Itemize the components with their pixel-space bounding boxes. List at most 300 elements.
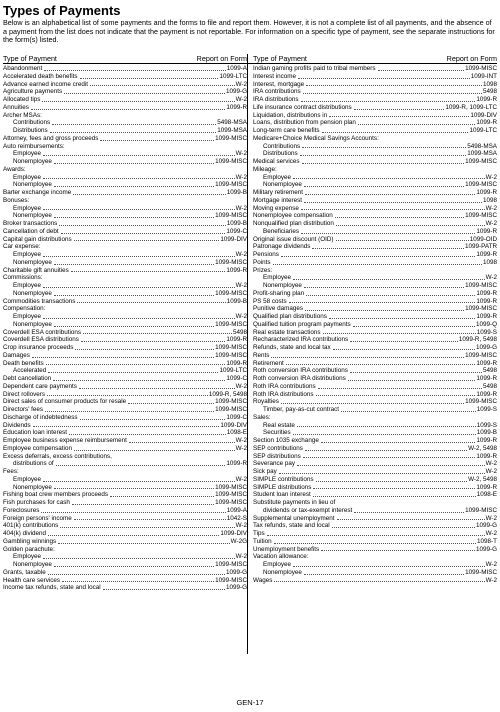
payment-type: Severance pay [253, 460, 296, 468]
payment-type: Employee [13, 553, 42, 561]
report-form: 1099-S [476, 421, 497, 429]
payment-row [3, 398, 247, 406]
payment-row [3, 515, 247, 523]
dot-leader [304, 287, 464, 288]
report-form: W-2 [485, 274, 497, 282]
payment-row [3, 375, 247, 383]
intro-paragraph: Below is an alphabetical list of some payments and the forms to file and report them. However, it is not a complete list of all payments, and the absence of a payment from the list does not indicate that the payment is not reportable. For information on a specific type of payment, see the separate instructions for the form(s) listed. [3, 18, 495, 45]
payment-row [253, 174, 497, 182]
payment-type: Prizes: [253, 266, 273, 274]
payment-type: Cancellation of debt [3, 227, 59, 235]
report-form: 5498 [482, 88, 497, 96]
payment-type: Awards: [3, 165, 26, 173]
dot-leader [301, 101, 476, 102]
payment-type: Broker transactions [3, 220, 58, 227]
report-form: 1099-LTC [219, 367, 247, 375]
dot-leader [281, 256, 475, 257]
payment-row [253, 267, 497, 275]
payment-row [3, 336, 247, 344]
payment-row [3, 460, 247, 468]
report-form: 1042-S [226, 514, 247, 522]
payment-type: Damages [3, 351, 30, 359]
report-form: W-2 [235, 522, 247, 530]
report-form: 1099-DIV [470, 111, 497, 119]
payment-row [3, 166, 247, 174]
report-form: 1099-MISC [465, 65, 497, 72]
payment-type: Indian gaming profits paid to tribal members [253, 65, 376, 72]
report-form: 1099-R [226, 336, 247, 344]
report-form: W-2 [235, 282, 247, 289]
payment-row [3, 429, 247, 437]
report-form: 1099-INT [470, 72, 497, 80]
dot-leader [80, 419, 226, 420]
payment-type: Roth conversion IRA distributions [253, 375, 346, 382]
dot-leader [329, 318, 475, 319]
payment-type: Attorney, fees and gross proceeds [3, 134, 99, 142]
payment-type: Recharacterized IRA contributions [253, 336, 349, 344]
dot-leader [301, 233, 475, 234]
payment-type: Fish purchases for cash [3, 499, 70, 506]
report-form: W-2 [235, 382, 247, 390]
payment-row [3, 290, 247, 298]
payment-row [3, 484, 247, 492]
dot-leader [48, 535, 219, 536]
right-header [253, 54, 497, 63]
dot-leader [53, 380, 225, 381]
payment-type: Golden parachute: [3, 545, 55, 553]
report-form: 1099-S [476, 406, 497, 413]
dot-leader [321, 442, 476, 443]
report-form: 1099-B [476, 429, 497, 437]
report-form: 5498 [482, 382, 497, 390]
report-form: 1099-MISC [465, 305, 497, 313]
dot-leader [348, 380, 476, 381]
dot-leader [54, 488, 214, 489]
payment-type: Directors' fees [3, 406, 44, 413]
payment-row [3, 445, 247, 453]
report-form: 1098-E [476, 491, 497, 499]
payment-type: Employee [13, 204, 42, 212]
payment-type: Patronage dividends [253, 243, 311, 251]
payment-type: Pensions [253, 251, 279, 258]
report-form: W-2 [485, 220, 497, 227]
payment-type: Interest, mortgage [253, 80, 305, 88]
payment-row [253, 414, 497, 422]
payment-type: Nonemployee [13, 320, 52, 328]
report-on-form-header: Report on Form [446, 54, 497, 63]
payment-row [253, 484, 497, 492]
payment-row [253, 96, 497, 104]
payment-type: Nonemployee [13, 289, 52, 297]
report-form: 1099-R [476, 96, 497, 103]
payment-type: Profit-sharing plan [253, 289, 305, 297]
report-form: 1099-G [475, 522, 497, 530]
dot-leader [71, 271, 226, 272]
payment-type: Tips [253, 530, 265, 537]
payment-type: Vacation allowance: [253, 553, 309, 561]
dot-leader [336, 225, 485, 226]
payment-type: Timber, pay-as-cut contract [263, 406, 340, 413]
payment-type: Mileage: [253, 165, 277, 173]
dot-leader [110, 496, 214, 497]
payment-row [253, 150, 497, 158]
report-form: 1099-A [226, 65, 247, 72]
payment-row [253, 220, 497, 228]
payment-type: Fishing boat crew members proceeds [3, 491, 108, 499]
payment-row [253, 344, 497, 352]
payment-type: Original issue discount (OID) [253, 235, 334, 243]
payment-type: Sales: [253, 413, 271, 421]
report-form: W-2 [235, 444, 247, 452]
payment-type: Life insurance contract distributions [253, 103, 352, 111]
report-form: 1098 [482, 80, 497, 88]
payment-row [253, 515, 497, 523]
report-form: W-2G [230, 537, 247, 545]
dot-leader [69, 434, 226, 435]
report-form: 1099-G [475, 344, 497, 351]
dot-leader [52, 124, 216, 125]
dot-leader [378, 70, 465, 71]
payment-type: Fees: [3, 468, 19, 475]
payment-row [3, 228, 247, 236]
payment-row [3, 104, 247, 112]
dot-leader [43, 155, 235, 156]
payment-type: Wages [253, 576, 273, 584]
payment-type: Tax refunds, state and local [253, 522, 330, 530]
report-form: W-2 [485, 460, 497, 468]
payment-type: Nonemployee [13, 158, 52, 165]
payment-type: Excess deferrals, excess contributions, [3, 452, 112, 460]
payment-row [3, 112, 247, 120]
payment-row [3, 329, 247, 337]
report-form: 1099-Q [475, 320, 497, 328]
payment-row [3, 577, 247, 585]
report-form: 1099-MISC [465, 506, 497, 514]
dot-leader [354, 512, 464, 513]
report-form: 1099-R [476, 297, 497, 305]
dot-leader [43, 209, 235, 210]
dot-leader [43, 481, 235, 482]
dot-leader [267, 535, 485, 536]
dot-leader [54, 163, 214, 164]
dot-leader [64, 93, 225, 94]
payment-row [3, 491, 247, 499]
payment-row [3, 267, 247, 275]
payment-type: Bonuses: [3, 196, 30, 204]
payment-type: Substitute payments in lieu of [253, 499, 336, 506]
payment-type: Contributions [13, 119, 51, 127]
report-form: 1099-R [476, 313, 497, 320]
payment-row [253, 422, 497, 430]
payment-type: Car expense: [3, 243, 41, 251]
report-form: 1099-A [226, 506, 247, 514]
report-form: 5498-MSA [217, 119, 247, 127]
payment-row [3, 220, 247, 228]
report-form: 1099-R [476, 452, 497, 460]
payment-type: IRA contributions [253, 88, 301, 96]
payment-type: Employee [13, 150, 42, 158]
payment-type: 401(k) contributions [3, 522, 59, 530]
dot-leader [293, 434, 476, 435]
dot-leader [48, 372, 218, 373]
payment-type: Accelerated death benefits [3, 72, 78, 80]
payment-type: Employee [263, 173, 292, 181]
dot-leader [83, 333, 232, 334]
payment-type: Income tax refunds, state and local [3, 584, 101, 592]
payment-type: Agriculture payments [3, 88, 63, 96]
payment-type: Medical services [253, 158, 300, 165]
payment-row [253, 569, 497, 577]
report-form: W-2 [235, 173, 247, 181]
payment-row [3, 212, 247, 220]
dot-leader [81, 341, 225, 342]
report-form: 1099-G [225, 88, 247, 96]
report-form: 1099-R [226, 266, 247, 274]
payment-type: Foreign persons' income [3, 514, 72, 522]
payment-type: Nonemployee [13, 483, 52, 491]
right-column [253, 65, 497, 584]
report-form: 1099-R [476, 227, 497, 235]
payment-row [253, 274, 497, 282]
report-form: 1098 [482, 196, 497, 204]
dot-leader [301, 209, 485, 210]
report-form: 1099-MISC [215, 491, 247, 499]
payment-type: Loans, distribution from pension plan [253, 119, 356, 127]
report-form: 1099-R [476, 483, 497, 491]
payment-row [253, 189, 497, 197]
payment-type: Supplemental unemployment [253, 514, 335, 522]
payment-type: Employee [13, 282, 42, 289]
dot-leader [54, 264, 214, 265]
dot-leader [323, 333, 476, 334]
payment-row [3, 360, 247, 368]
payment-row [3, 499, 247, 507]
payment-type: Auto reimbursements: [3, 142, 65, 150]
dot-leader [305, 310, 464, 311]
payment-type: Roth IRA distributions [253, 390, 314, 398]
payment-row [3, 422, 247, 430]
report-form: W-2 [235, 313, 247, 320]
payment-row [3, 274, 247, 282]
payment-type: Coverdell ESA distributions [3, 336, 79, 344]
payment-row [253, 360, 497, 368]
dot-leader [337, 519, 485, 520]
payment-type: Allocated tips [3, 96, 41, 103]
payment-type: Long-term care benefits [253, 127, 320, 134]
dot-leader [73, 194, 225, 195]
payment-type: Employee [13, 251, 42, 258]
payment-row [253, 259, 497, 267]
payment-row [253, 522, 497, 530]
dot-leader [54, 326, 214, 327]
dot-leader [43, 256, 235, 257]
dot-leader [44, 70, 225, 71]
dot-leader [313, 496, 476, 497]
report-form: 1098-E [226, 429, 247, 437]
payment-type: Royalties [253, 398, 279, 406]
dot-leader [302, 163, 465, 164]
payment-type: SEP contributions [253, 444, 303, 452]
dot-leader [286, 364, 476, 365]
payment-row [253, 352, 497, 360]
report-form: 1099-PATR [465, 243, 497, 251]
report-form: 1099-R [476, 437, 497, 444]
report-form: 1099-MISC [215, 576, 247, 584]
report-form: 1099-DIV [220, 530, 247, 537]
report-form: 1099-R [226, 359, 247, 367]
payment-type: Nonemployee [263, 282, 302, 289]
payment-row [253, 491, 497, 499]
dot-leader [306, 85, 482, 86]
dot-leader [61, 233, 226, 234]
dot-leader [297, 426, 476, 427]
dot-leader [341, 411, 476, 412]
dot-leader [302, 147, 466, 148]
payment-row [253, 476, 497, 484]
dot-leader [281, 403, 464, 404]
payment-row [3, 73, 247, 81]
dot-leader [80, 78, 219, 79]
report-form: 1099-MISC [215, 258, 247, 266]
dot-leader [293, 178, 485, 179]
payments-table [3, 54, 497, 592]
dot-leader [354, 109, 445, 110]
payment-row [3, 127, 247, 135]
report-form: 1099-LTC [219, 72, 247, 80]
payment-type: Nonqualified plan distribution [253, 220, 334, 227]
report-form: 1099-R [476, 359, 497, 367]
payment-type: Coverdell ESA contributions [3, 328, 82, 336]
payment-type: Crop insurance proceeds [3, 344, 74, 351]
payment-type: Distributions [263, 150, 298, 158]
payment-row [253, 468, 497, 476]
dot-leader [54, 186, 214, 187]
payment-row [253, 367, 497, 375]
payment-row [253, 166, 497, 174]
payment-type: Student loan interest [253, 491, 311, 499]
payment-type: Moving expense [253, 204, 299, 212]
payment-row [253, 243, 497, 251]
report-form: 1099-G [475, 545, 497, 553]
payment-row [253, 205, 497, 213]
report-form: 5498 [482, 367, 497, 375]
dot-leader [77, 302, 225, 303]
payment-row [3, 406, 247, 414]
report-form: 1099-MISC [215, 212, 247, 220]
payment-type: Mortgage interest [253, 196, 303, 204]
payment-row [3, 236, 247, 244]
dot-leader [293, 279, 485, 280]
payment-type: Interest income [253, 72, 297, 80]
report-form: 1099-S [476, 328, 497, 336]
report-form: W-2 [485, 561, 497, 568]
dot-leader [48, 574, 225, 575]
payment-row [253, 290, 497, 298]
payment-row [3, 367, 247, 375]
report-form: 1099-OID [469, 235, 497, 243]
payment-type: Real estate transactions [253, 328, 321, 336]
report-form: 1099-MISC [465, 351, 497, 359]
payment-type: Medicare+Choice Medical Savings Accounts: [253, 134, 379, 142]
payment-row [253, 313, 497, 321]
dot-leader [58, 543, 229, 544]
report-form: 1099-MISC [215, 181, 247, 189]
payment-row [3, 321, 247, 329]
report-form: 1099-MSA [467, 150, 497, 158]
payment-row [253, 135, 497, 143]
dot-leader [305, 194, 475, 195]
payment-type: Foreclosures [3, 506, 40, 514]
payment-type: Grants, taxable [3, 568, 46, 576]
dot-leader [336, 240, 469, 241]
report-form: 1099-R [476, 390, 497, 398]
payment-row [3, 391, 247, 399]
report-form: W-2 [485, 468, 497, 475]
page-title: Types of Payments [3, 3, 121, 18]
payment-row [3, 352, 247, 360]
payment-type: Dependent care payments [3, 382, 77, 390]
report-form: 1099-R [226, 460, 247, 468]
dot-leader [60, 527, 234, 528]
payment-type: Qualified plan distributions [253, 313, 327, 320]
payment-type: PS 58 costs [253, 297, 287, 305]
report-form: 1099-DIV [220, 421, 247, 429]
report-form: W-2 [485, 204, 497, 212]
payment-type: Barter exchange income [3, 189, 72, 196]
payment-type: Education loan interest [3, 429, 68, 437]
payment-row [253, 305, 497, 313]
payment-type: Military retirement [253, 189, 304, 196]
payment-type: Points [253, 258, 271, 266]
dot-leader [350, 372, 482, 373]
payment-type: Roth conversion IRA contributions [253, 367, 348, 375]
dot-leader [74, 240, 220, 241]
report-form: 1099-R [476, 251, 497, 258]
payment-row [3, 96, 247, 104]
dot-leader [358, 124, 475, 125]
report-form: 1099-MISC [215, 483, 247, 491]
payment-row [253, 181, 497, 189]
report-form: 1099-B [226, 220, 247, 227]
dot-leader [75, 349, 214, 350]
payment-row [253, 507, 497, 515]
report-form: 1099-B [226, 297, 247, 305]
payment-type: Employee [13, 475, 42, 483]
payment-row [253, 65, 497, 73]
payment-type: Death benefits [3, 359, 44, 367]
dot-leader [43, 178, 235, 179]
payment-type: Commodities transactions [3, 297, 76, 305]
payment-type: Gambling winnings [3, 537, 57, 545]
payment-type: Liquidation, distributions in [253, 111, 328, 119]
dot-leader [318, 388, 482, 389]
dot-leader [103, 589, 225, 590]
payment-row [253, 329, 497, 337]
dot-leader [129, 442, 235, 443]
dot-leader [41, 512, 225, 513]
payment-type: Employee compensation [3, 444, 72, 452]
payment-row [253, 429, 497, 437]
payment-type: Unemployment benefits [253, 545, 320, 553]
payment-row [253, 158, 497, 166]
payment-type: Dividends [3, 421, 31, 429]
payment-type: Employee business expense reimbursement [3, 437, 127, 444]
payment-row [3, 344, 247, 352]
payment-row [3, 205, 247, 213]
dot-leader [50, 132, 217, 133]
payment-type: Retirement [253, 359, 284, 367]
dot-leader [274, 543, 476, 544]
